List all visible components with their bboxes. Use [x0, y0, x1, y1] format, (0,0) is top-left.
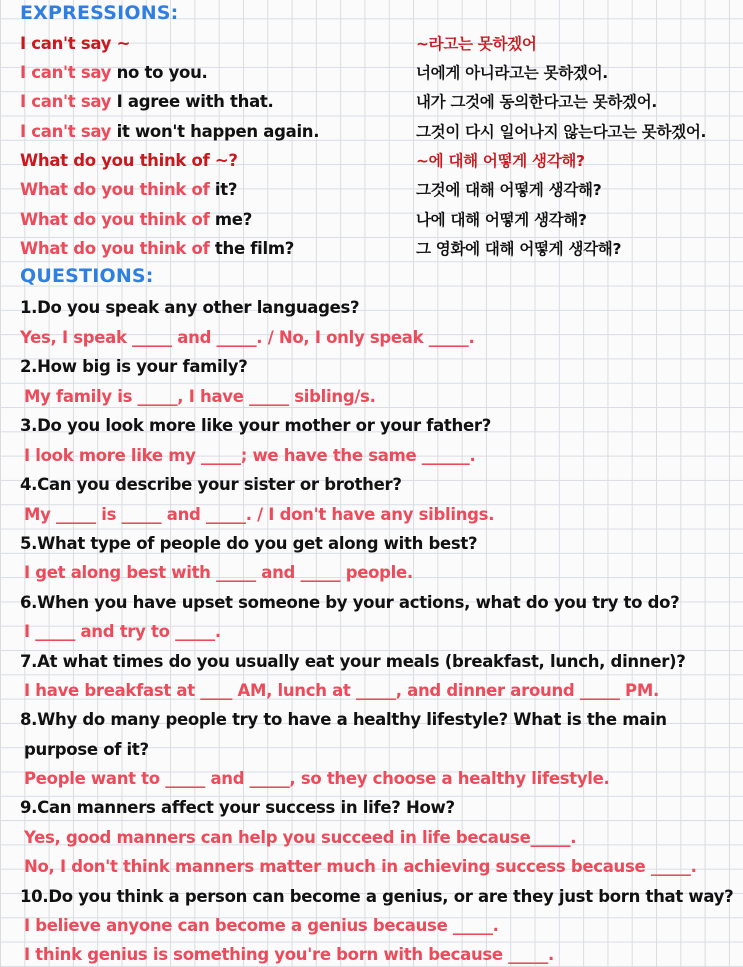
expression-en-0: I can't say ~: [20, 34, 131, 53]
expression-en-7: What do you think of the film?: [20, 239, 295, 258]
answer-8: People want to _____ and _____, so they choose a healthy lifestyle.: [24, 769, 610, 788]
answer-5: I get along best with _____ and _____ people.: [24, 563, 413, 582]
answer-10-second: I think genius is something you're born with because _____.: [24, 945, 554, 964]
expressions-heading: EXPRESSIONS:: [20, 2, 179, 24]
answer-1: Yes, I speak _____ and _____. / No, I only speak _____.: [20, 328, 475, 347]
expression-ko-1: 너에게 아니라고는 못하겠어.: [416, 64, 608, 82]
expression-en-6: What do you think of me?: [20, 210, 252, 229]
question-7: 7.At what times do you usually eat your meals (breakfast, lunch, dinner)?: [20, 652, 686, 671]
expression-ko-6: 나에 대해 어떻게 생각해?: [416, 211, 587, 229]
answer-7: I have breakfast at ____ AM, lunch at _____, and dinner around _____ PM.: [24, 681, 659, 700]
expression-en-1: I can't say no to you.: [20, 63, 208, 82]
question-6: 6.When you have upset someone by your actions, what do you try to do?: [20, 593, 680, 612]
question-8-line-1: 8.Why do many people try to have a healthy lifestyle? What is the main: [20, 710, 667, 729]
answer-2: My family is _____, I have _____ sibling/s.: [24, 387, 376, 406]
expression-ko-0: ~라고는 못하겠어: [416, 35, 537, 53]
expression-ko-4: ~에 대해 어떻게 생각해?: [416, 152, 585, 170]
questions-heading: QUESTIONS:: [20, 265, 154, 287]
answer-3: I look more like my _____; we have the same ______.: [24, 446, 476, 465]
expression-ko-7: 그 영화에 대해 어떻게 생각해?: [416, 240, 622, 258]
question-3: 3.Do you look more like your mother or your father?: [20, 416, 491, 435]
expression-ko-5: 그것에 대해 어떻게 생각해?: [416, 181, 602, 199]
answer-10-first: I believe anyone can become a genius because _____.: [24, 916, 499, 935]
expression-en-3: I can't say it won't happen again.: [20, 122, 320, 141]
answer-9-no: No, I don't think manners matter much in achieving success because _____.: [24, 857, 697, 876]
expression-en-4: What do you think of ~?: [20, 151, 238, 170]
answer-4: My _____ is _____ and _____. / I don't have any siblings.: [24, 505, 495, 524]
expression-ko-3: 그것이 다시 일어나지 않는다고는 못하겠어.: [416, 123, 707, 141]
question-4: 4.Can you describe your sister or brother?: [20, 475, 402, 494]
expression-en-2: I can't say I agree with that.: [20, 92, 274, 111]
question-1: 1.Do you speak any other languages?: [20, 298, 360, 317]
answer-9-yes: Yes, good manners can help you succeed in life because_____.: [24, 828, 577, 847]
question-8-line-2: purpose of it?: [24, 740, 149, 759]
expression-ko-2: 내가 그것에 동의한다고는 못하겠어.: [416, 93, 657, 111]
question-5: 5.What type of people do you get along with best?: [20, 534, 478, 553]
question-9: 9.Can manners affect your success in life? How?: [20, 798, 455, 817]
expression-en-5: What do you think of it?: [20, 180, 238, 199]
question-10: 10.Do you think a person can become a genius, or are they just born that way?: [20, 887, 734, 906]
answer-6: I _____ and try to _____.: [24, 622, 221, 641]
question-2: 2.How big is your family?: [20, 357, 248, 376]
